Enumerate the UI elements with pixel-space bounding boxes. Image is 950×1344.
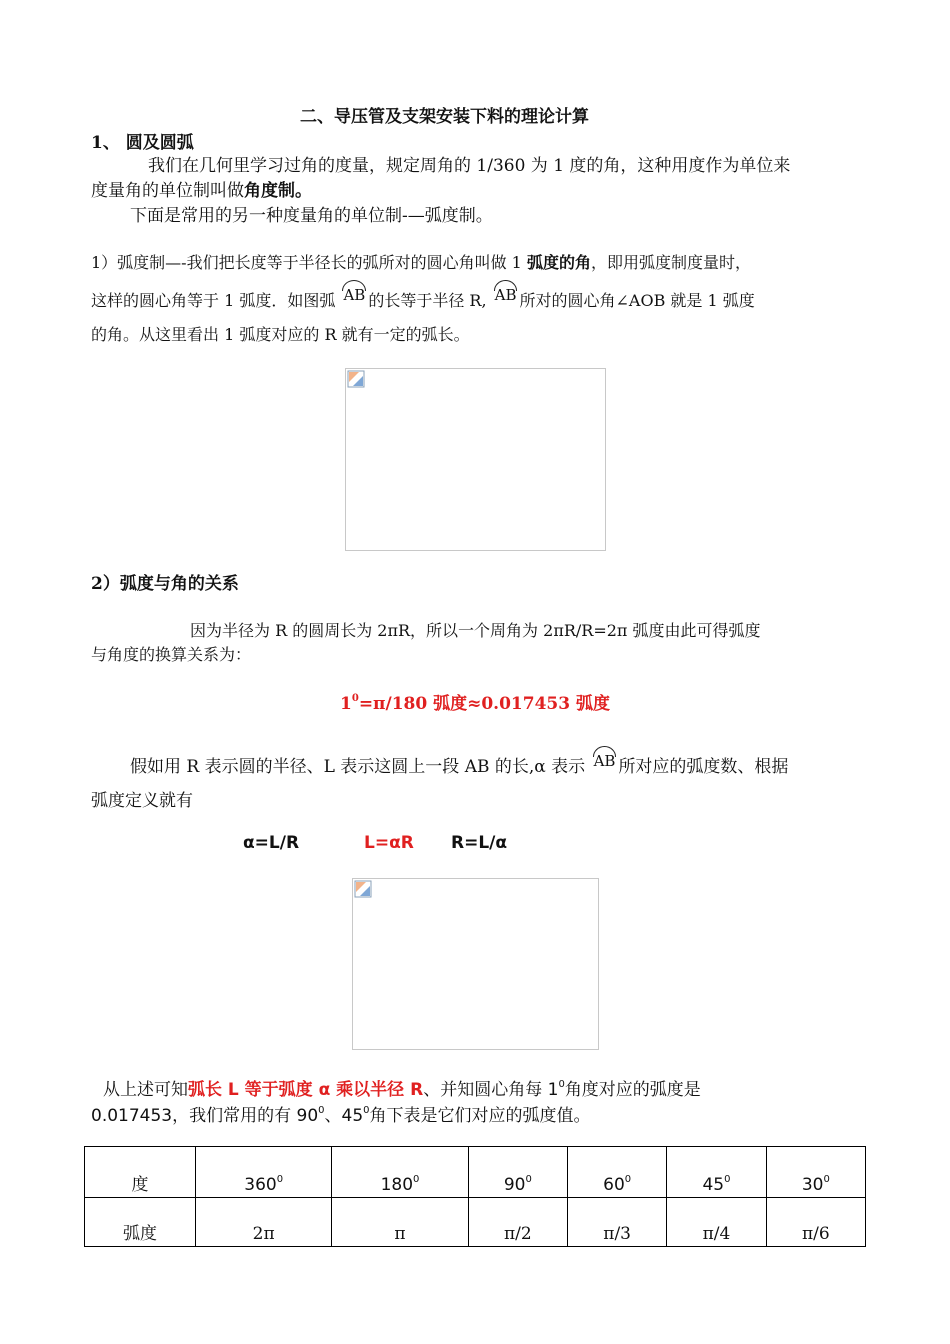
relation-paragraph-line-2: 与角度的换算关系为： (91, 645, 252, 664)
table-row-radians (85, 1198, 866, 1247)
arc-ab-symbol: AB (591, 752, 619, 770)
equation-alpha: α=L/R (243, 833, 300, 853)
degree-superscript: 0 (276, 1174, 284, 1185)
radian-definition-line-3: 的角。从这里看出 1 弧度对应的 R 就有一定的弧长。 (91, 325, 470, 344)
conversion-formula (340, 689, 610, 714)
figure-placeholder-2 (352, 878, 599, 1050)
degree-superscript: 0 (823, 1174, 830, 1185)
degree-superscript: 0 (351, 693, 359, 704)
text-span: 这样的圆心角等于 1 弧度．如图弧 (91, 291, 341, 310)
cell-value: 30 (801, 1175, 824, 1195)
arc-ab-symbol: AB (340, 286, 368, 304)
figure-placeholder-1 (345, 368, 606, 551)
table-cell: π/2 (468, 1198, 567, 1247)
table-cell: 2π (196, 1198, 332, 1247)
text-span: 假如用 R 表示圆的半径、L 表示这圆上一段 AB 的长,α 表示 (130, 757, 591, 777)
degree-superscript: 0 (624, 1174, 632, 1185)
table-cell-label: 弧度 (85, 1198, 196, 1247)
degree-superscript: 0 (558, 1079, 565, 1090)
text-span: 0.017453，我们常用的有 90 (91, 1106, 319, 1126)
text-span: 角下表是它们对应的弧度值。 (369, 1106, 591, 1126)
table-cell (567, 1147, 666, 1198)
text-span: 、45 (324, 1106, 364, 1126)
degree-superscript: 0 (363, 1105, 370, 1116)
paragraph-1-line-2 (91, 176, 312, 201)
broken-image-icon (354, 880, 372, 898)
table-cell: π (332, 1198, 468, 1247)
degree-superscript: 0 (724, 1174, 731, 1185)
section-heading-1: 1、 圆及圆弧 (91, 133, 194, 153)
formula-text: 1 (340, 694, 352, 714)
formula-text: =π/180 弧度≈0.017453 弧度 (358, 694, 610, 714)
table-cell: π/6 (766, 1198, 865, 1247)
relation-paragraph-line-1: 因为半径为 R 的圆周长为 2πR，所以一个周角为 2πR/R=2π 弧度由此可得弧度 (190, 621, 761, 640)
table-cell: π/3 (567, 1198, 666, 1247)
section-heading-2: 2）弧度与角的关系 (91, 574, 239, 594)
table-cell (332, 1147, 468, 1198)
table-row-degrees (85, 1147, 866, 1198)
table-cell (766, 1147, 865, 1198)
cell-value: 60 (603, 1175, 625, 1195)
definition-paragraph-line-1 (130, 752, 788, 777)
equation-radius: R=L/α (451, 833, 508, 853)
text-span: 角度对应的弧度是 (564, 1080, 701, 1100)
degree-superscript: 0 (318, 1105, 325, 1116)
arc-ab-symbol: AB (492, 286, 520, 304)
broken-image-icon (347, 370, 365, 388)
definition-paragraph-line-2: 弧度定义就有 (91, 791, 193, 811)
page-title: 二、导压管及支架安装下料的理论计算 (300, 107, 589, 127)
table-cell (667, 1147, 766, 1198)
cell-value: 90 (503, 1175, 526, 1195)
table-cell (468, 1147, 567, 1198)
paragraph-2: 下面是常用的另一种度量角的单位制-—弧度制。 (130, 206, 493, 226)
cell-value: 360 (244, 1175, 277, 1195)
radian-definition-line-1 (91, 250, 751, 273)
cell-value: 45 (702, 1175, 725, 1195)
table-cell: π/4 (667, 1198, 766, 1247)
highlighted-rule: 弧长 L 等于弧度 α 乘以半径 R (188, 1080, 424, 1100)
conclusion-line-1 (103, 1075, 701, 1100)
text-span: 所对应的弧度数、根据 (618, 757, 789, 777)
cell-value: 180 (380, 1175, 414, 1195)
conclusion-line-2 (91, 1101, 591, 1126)
text-span: 所对的圆心角∠AOB 就是 1 弧度 (519, 291, 755, 310)
text-span: 1）弧度制—-我们把长度等于半径长的弧所对的圆心角叫做 1 (91, 253, 527, 272)
bold-term: 角度制。 (244, 181, 312, 201)
table-cell-label: 度 (85, 1147, 196, 1198)
text-span: 、并知圆心角每 1 (423, 1080, 559, 1100)
equation-arc-length: L=αR (364, 833, 414, 853)
paragraph-text: 度量角的单位制叫做 (91, 181, 244, 201)
text-span: 从上述可知 (103, 1080, 188, 1100)
paragraph-1-line-1: 我们在几何里学习过角的度量，规定周角的 1/360 为 1 度的角，这种用度作为单位来 (148, 156, 791, 176)
degree-superscript: 0 (525, 1174, 532, 1185)
radian-definition-line-2 (91, 286, 755, 311)
bold-term: 弧度的角 (526, 253, 591, 272)
degree-radian-table (84, 1146, 866, 1247)
text-span: 的长等于半径 R, (368, 291, 492, 310)
degree-superscript: 0 (413, 1174, 420, 1185)
text-span: ，即用弧度制度量时， (590, 253, 751, 272)
table-cell (196, 1147, 332, 1198)
